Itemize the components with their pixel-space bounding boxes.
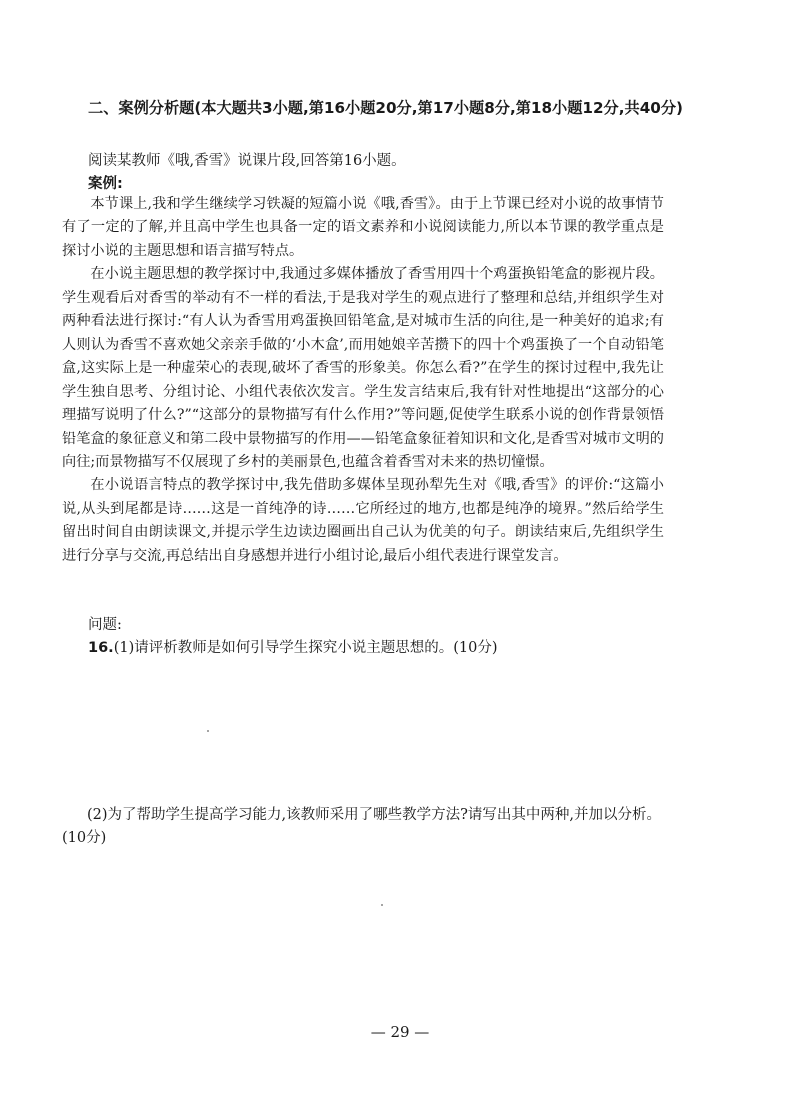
case-body (62, 193, 664, 568)
case-intro: 阅读某教师《哦,香雪》说课片段,回答第16小题。 (88, 153, 406, 169)
scan-speck (381, 904, 383, 906)
section-heading: 二、案例分析题(本大题共3小题,第16小题20分,第17小题8分,第18小题12分,共40分) (88, 99, 683, 117)
question-16-part-2: (2)为了帮助学生提高学习能力,该教师采用了哪些教学方法?请写出其中两种,并加以分析。(10分) (62, 807, 662, 846)
case-label: 案例: (88, 176, 123, 192)
question-label: 问题: (88, 617, 122, 633)
scan-speck (207, 730, 209, 732)
question-16-part-1 (88, 637, 688, 659)
question-number: 16. (88, 640, 114, 656)
case-paragraph-3: 在小说语言特点的教学探讨中,我先借助多媒体呈现孙犁先生对《哦,香雪》的评价:“这篇小说,从头到尾都是诗……这是一首纯净的诗……它所经过的地方,也都是纯净的境界。”然后给学生留出时间自由朗读课文,并提示学生边读边圈画出自己认为优美的句子。朗读结束后,先组织学生进行分享与交流,再总结出自身感想并进行小组讨论,最后小组代表进行课堂发言。 (62, 477, 664, 564)
case-paragraph-2: 在小说主题思想的教学探讨中,我通过多媒体播放了香雪用四十个鸡蛋换铅笔盒的影视片段。学生观看后对香雪的举动有不一样的看法,于是我对学生的观点进行了整理和总结,并组织学生对两种看法进行探讨:“有人认为香雪用鸡蛋换回铅笔盒,是对城市生活的向往,是一种美好的追求;有人则认为香雪不喜欢她父亲亲手做的‘小木盒’,而用她娘辛苦攒下的四十个鸡蛋换了一个自动铅笔盒,这实际上是一种虚荣心的表现,破坏了香雪的形象美。你怎么看?”在学生的探讨过程中,我先让学生独自思考、分组讨论、小组代表依次发言。学生发言结束后,我有针对性地提出“这部分的心理描写说明了什么?”“这部分的景物描写有什么作用?”等问题,促使学生联系小说的创作背景领悟铅笔盒的象征意义和第二段中景物描写的作用——铅笔盒象征着知识和文化,是香雪对城市文明的向往;而景物描写不仅展现了乡村的美丽景色,也蕴含着香雪对未来的热切憧憬。 (62, 266, 664, 470)
case-paragraph-1: 本节课上,我和学生继续学习铁凝的短篇小说《哦,香雪》。由于上节课已经对小说的故事情节有了一定的了解,并且高中学生也具备一定的语文素养和小说阅读能力,所以本节课的教学重点是探讨小说的主题思想和语言描写特点。 (62, 196, 664, 259)
page-number: — 29 — (370, 1023, 430, 1041)
question-16-part-1-text: (1)请评析教师是如何引导学生探究小说主题思想的。(10分) (113, 640, 498, 656)
